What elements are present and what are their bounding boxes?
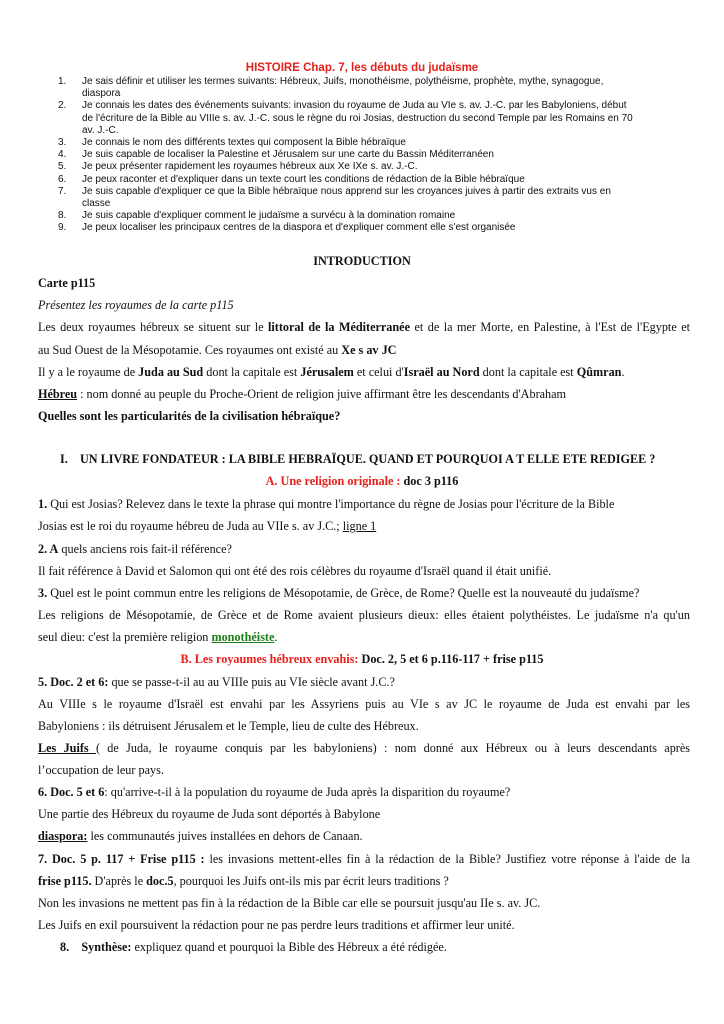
keyword: frise p115. [38, 874, 92, 888]
answer-3: Les religions de Mésopotamie, de Grèce et de Rome avaient plusieurs dieux: elles étaient polythéistes. Le judaïsme n'a qu'un [38, 608, 690, 622]
list-text: Je sais définir et utiliser les termes suivants: Hébreux, Juifs, monothéisme, polythéisme, prophète, mythe, synagogue, [82, 76, 604, 87]
answer-7: Non les invasions ne mettent pas fin à la rédaction de la Bible car elle se poursuit jusqu'au IIe s. av. JC. [38, 896, 541, 910]
question-number: 1. [38, 497, 48, 511]
list-item [38, 76, 688, 100]
answer-3-cont [38, 630, 690, 645]
question-number: 3. [38, 586, 48, 600]
answer-text: seul dieu: c'est la première religion [38, 630, 212, 644]
objectives-list [38, 76, 688, 235]
page-title: HISTOIRE Chap. 7, les débuts du judaïsme [245, 62, 479, 74]
list-item [38, 186, 688, 210]
question-text: que se passe-t-il au au VIIIe puis au VIe siècle avant J.C.? [108, 675, 395, 689]
question-number: 5. Doc. 2 et 6: [38, 675, 109, 689]
subsection-title: A. Une religion originale : [265, 474, 404, 488]
list-text: Je peux localiser les principaux centres de la diaspora et d'expliquer comment elle s'est organisée [82, 222, 516, 234]
definition-text: : nom donné au peuple du Proche-Orient de religion juive affirmant être les descendants d'Abraham [77, 387, 567, 401]
question-text: D'après le [91, 874, 147, 888]
text-span: et de la mer Morte, en Palestine, à l'Est de l'Egypte et [410, 320, 690, 334]
list-item [38, 137, 688, 149]
list-number: 5. [58, 161, 67, 173]
subsection-title: B. Les royaumes hébreux envahis: [180, 652, 362, 666]
list-number: 8. [58, 210, 67, 222]
question-7 [38, 852, 690, 867]
question-5 [38, 675, 690, 690]
text-span: Les deux royaumes hébreux se situent sur le [38, 320, 268, 334]
answer-7-cont: Les Juifs en exil poursuivent la rédaction pour ne pas perdre leurs traditions et affirmer leur unité. [38, 918, 515, 932]
section-title: UN LIVRE FONDATEUR : LA BIBLE HEBRAÏQUE. QUAND ET POURQUOI A T ELLE ETE REDIGEE ? [79, 452, 656, 466]
question-number: 6. Doc. 5 et 6 [38, 785, 105, 799]
term: Les Juifs [38, 741, 96, 755]
doc-ref: Doc. 2, 5 et 6 p.116-117 + frise p115 [361, 652, 544, 666]
synthesis-label: Synthèse: [81, 940, 132, 954]
question-text: Qui est Josias? Relevez dans le texte la phrase qui montre l'importance du règne de Josias pour l'écriture de la Bible [47, 497, 615, 511]
intro-paragraph-line [38, 365, 690, 380]
list-number: 1. [58, 76, 67, 87]
definition-text: les communautés juives installées en dehors de Canaan. [87, 829, 363, 843]
question-6 [38, 785, 690, 800]
question-text: expliquez quand et pourquoi la Bible des Hébreux a été rédigée. [131, 940, 447, 954]
keyword: Xe s av JC [341, 343, 397, 357]
definition-diaspora [38, 829, 690, 844]
keyword: Israël au Nord [403, 365, 480, 379]
answer-5-cont: Babyloniens : ils détruisent Jérusalem et le Temple, lieu de culte des Hébreux. [38, 719, 419, 733]
text-span: dont la capitale est [479, 365, 577, 379]
list-text: av. J.-C. [82, 124, 119, 136]
intro-heading: INTRODUCTION [313, 254, 411, 268]
term: monothéiste [211, 630, 275, 644]
term: diaspora: [38, 829, 88, 843]
list-number: 4. [58, 149, 67, 161]
list-number: 3. [58, 137, 67, 149]
answer-5: Au VIIIe s le royaume d'Israël est envahi par les Assyriens puis au VIe s av JC le royaume de Juda est envahi par les [38, 697, 690, 711]
list-text: diaspora [82, 88, 121, 100]
list-text: Je connais le nom des différents textes qui composent la Bible hébraïque [82, 137, 406, 149]
question-number: 2. A [38, 542, 59, 556]
keyword: Qûmran [576, 365, 622, 379]
list-item [38, 149, 688, 161]
text-span: au Sud Ouest de la Mésopotamie. Ces royaumes ont existé au [38, 343, 342, 357]
keyword: doc.5 [146, 874, 174, 888]
question-text: les invasions mettent-elles fin à la rédaction de la Bible? Justifiez votre réponse à l'aide de la [204, 852, 690, 866]
line-ref: ligne 1 [342, 519, 377, 533]
question-1 [38, 497, 690, 512]
definition-hebreu [38, 387, 690, 402]
keyword: Juda au Sud [138, 365, 204, 379]
subsection-b [0, 652, 724, 667]
question-text: , pourquoi les Juifs ont-ils mis par écrit leurs traditions ? [173, 874, 449, 888]
section-number: I. [60, 452, 68, 466]
keyword: Jérusalem [300, 365, 354, 379]
question-3 [38, 586, 690, 601]
text-span: Il y a le royaume de [38, 365, 139, 379]
definition-text: ( de Juda, le royaume conquis par les babyloniens) : nom donné aux Hébreux ou à leurs descendants après [95, 741, 690, 755]
answer-1 [38, 519, 690, 534]
list-number: 9. [58, 222, 67, 234]
question-7-cont [38, 874, 690, 889]
definition-juifs [38, 741, 690, 756]
list-number: 7. [58, 185, 67, 197]
intro-paragraph-line [38, 320, 690, 335]
doc-ref: doc 3 p116 [403, 474, 459, 488]
list-number: 6. [58, 173, 67, 185]
keyword: littoral de la Méditerranée [268, 320, 410, 334]
list-text: Je peux raconter et d'expliquer dans un texte court les conditions de rédaction de la Bible hébraïque [82, 173, 525, 185]
question-text: : qu'arrive-t-il à la population du royaume de Juda après la disparition du royaume? [104, 785, 511, 799]
question-text: Quel est le point commun entre les religions de Mésopotamie, de Grèce, de Rome? Quelle est la nouveauté du judaïsme? [47, 586, 640, 600]
list-text: Je connais les dates des événements suivants: invasion du royaume de Juda au VIe s. av. J.-C. par les Babyloniens, début [82, 100, 627, 112]
list-text: Je suis capable de localiser la Palestine et Jérusalem sur une carte du Bassin Méditerranéen [82, 149, 494, 161]
answer-6: Une partie des Hébreux du royaume de Juda sont déportés à Babylone [38, 807, 381, 821]
intro-prompt [38, 298, 690, 313]
definition-juifs-cont: l’occupation de leur pays. [38, 763, 164, 777]
answer-2: Il fait référence à David et Salomon qui ont été des rois célèbres du royaume d'Israël quand il était unifié. [38, 564, 552, 578]
list-item [38, 161, 688, 173]
list-item [38, 100, 688, 137]
answer-text: . [274, 630, 278, 644]
list-text: Je suis capable d'expliquer ce que la Bible hébraïque nous apprend sur les croyances juives à partir des extraits vus en [82, 185, 611, 197]
subsection-a [0, 474, 724, 489]
question-8 [60, 940, 700, 955]
list-item [38, 222, 688, 234]
list-text: de l'écriture de la Bible au VIIIe s. av. J.-C. sous le règne du roi Josias, destruction du second Temple par les Romains en 70 [82, 112, 633, 124]
section-heading [60, 452, 700, 467]
question-number: 8. [60, 940, 70, 954]
list-text: Je peux présenter rapidement les royaumes hébreux aux Xe IXe s. av. J.-C. [82, 161, 418, 173]
question-number: 7. Doc. 5 p. 117 + Frise p115 : [38, 852, 205, 866]
carte-label: Carte p115 [38, 276, 96, 290]
answer-text: Josias est le roi du royaume hébreu de Juda au VIIe s. av J.C.; [38, 519, 343, 533]
list-item [38, 210, 688, 222]
intro-question: Quelles sont les particularités de la civilisation hébraïque? [38, 409, 341, 423]
text-span: dont la capitale est [203, 365, 301, 379]
text-span: et celui d' [353, 365, 404, 379]
list-text: classe [82, 198, 111, 210]
question-text: quels anciens rois fait-il référence? [58, 542, 232, 556]
question-2 [38, 542, 690, 557]
term: Hébreu [38, 387, 78, 401]
list-number: 2. [58, 100, 67, 112]
text-span: . [621, 365, 625, 379]
intro-paragraph-line [38, 343, 690, 358]
list-item [38, 174, 688, 186]
list-text: Je suis capable d'expliquer comment le judaïsme a survécu à la domination romaine [82, 210, 456, 222]
intro-prompt-text: Présentez les royaumes de la carte p115 [38, 298, 234, 312]
